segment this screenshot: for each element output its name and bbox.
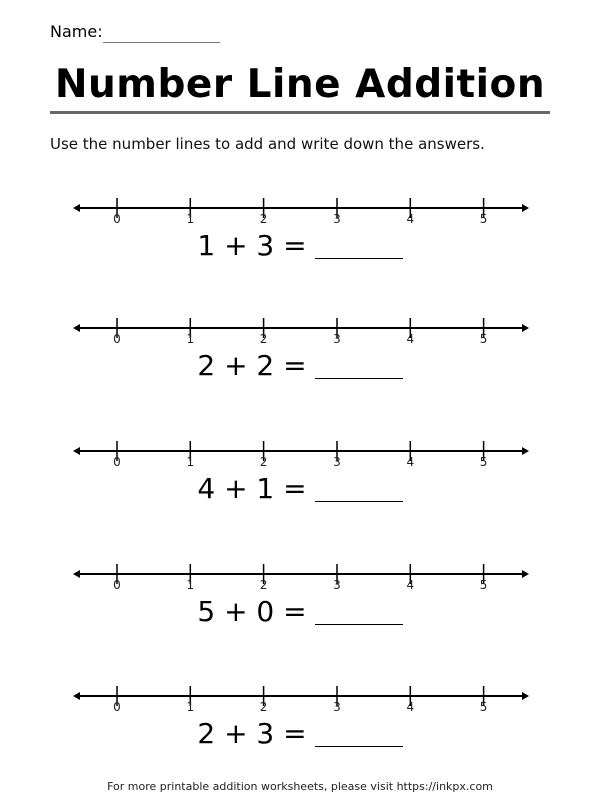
tick-label: 5 — [479, 455, 488, 469]
arrow-left-icon — [73, 447, 80, 455]
tick-label: 5 — [479, 578, 488, 592]
tick-label: 4 — [406, 700, 415, 714]
tick-label: 4 — [406, 332, 415, 346]
number-line — [0, 441, 600, 465]
instructions: Use the number lines to add and write down the answers. — [50, 135, 485, 153]
tick-label: 0 — [113, 578, 121, 592]
tick-label: 5 — [479, 700, 488, 714]
equation — [0, 229, 600, 262]
tick-label: 2 — [259, 212, 268, 226]
problem — [0, 318, 600, 428]
equation-expression: 5 + 0 = — [197, 595, 307, 628]
tick-label: 4 — [406, 578, 415, 592]
tick-label: 4 — [406, 212, 415, 226]
problem — [0, 564, 600, 674]
tick-label: 1 — [186, 455, 195, 469]
arrow-left-icon — [73, 692, 80, 700]
arrow-right-icon — [522, 447, 529, 455]
page-title: Number Line Addition — [54, 62, 546, 107]
tick-label: 3 — [333, 212, 341, 226]
tick-label: 2 — [259, 332, 268, 346]
title-divider — [50, 111, 550, 114]
tick-label: 1 — [186, 332, 195, 346]
tick-label: 1 — [186, 212, 195, 226]
number-line — [0, 686, 600, 710]
tick-label: 5 — [479, 212, 488, 226]
tick-label: 0 — [113, 455, 121, 469]
problem — [0, 441, 600, 551]
equation-expression: 2 + 3 = — [197, 717, 307, 750]
tick-label: 0 — [113, 700, 121, 714]
equation — [0, 595, 600, 628]
arrow-right-icon — [522, 570, 529, 578]
arrow-left-icon — [73, 570, 80, 578]
answer-blank[interactable] — [315, 500, 403, 502]
answer-blank[interactable] — [315, 257, 403, 259]
equation-expression: 1 + 3 = — [197, 229, 307, 262]
equation — [0, 472, 600, 505]
arrow-right-icon — [522, 692, 529, 700]
equation — [0, 349, 600, 382]
name-label: Name: — [50, 22, 103, 41]
equation-expression: 2 + 2 = — [197, 349, 307, 382]
number-line — [0, 198, 600, 222]
tick-label: 3 — [333, 578, 341, 592]
answer-blank[interactable] — [315, 745, 403, 747]
name-field[interactable] — [103, 42, 220, 43]
tick-label: 3 — [333, 700, 341, 714]
arrow-left-icon — [73, 324, 80, 332]
tick-label: 4 — [406, 455, 415, 469]
answer-blank[interactable] — [315, 377, 403, 379]
footer-text: For more printable addition worksheets, please visit https://inkpx.com — [107, 780, 493, 793]
tick-label: 3 — [333, 455, 341, 469]
tick-label: 0 — [113, 212, 121, 226]
tick-label: 2 — [259, 700, 268, 714]
number-line — [0, 318, 600, 342]
tick-label: 0 — [113, 332, 121, 346]
tick-label: 2 — [259, 455, 268, 469]
number-line — [0, 564, 600, 588]
tick-label: 1 — [186, 578, 195, 592]
arrow-right-icon — [522, 324, 529, 332]
tick-label: 5 — [479, 332, 488, 346]
arrow-left-icon — [73, 204, 80, 212]
tick-label: 3 — [333, 332, 341, 346]
equation — [0, 717, 600, 750]
problem — [0, 198, 600, 308]
tick-label: 2 — [259, 578, 268, 592]
equation-expression: 4 + 1 = — [197, 472, 307, 505]
tick-label: 1 — [186, 700, 195, 714]
arrow-right-icon — [522, 204, 529, 212]
answer-blank[interactable] — [315, 623, 403, 625]
